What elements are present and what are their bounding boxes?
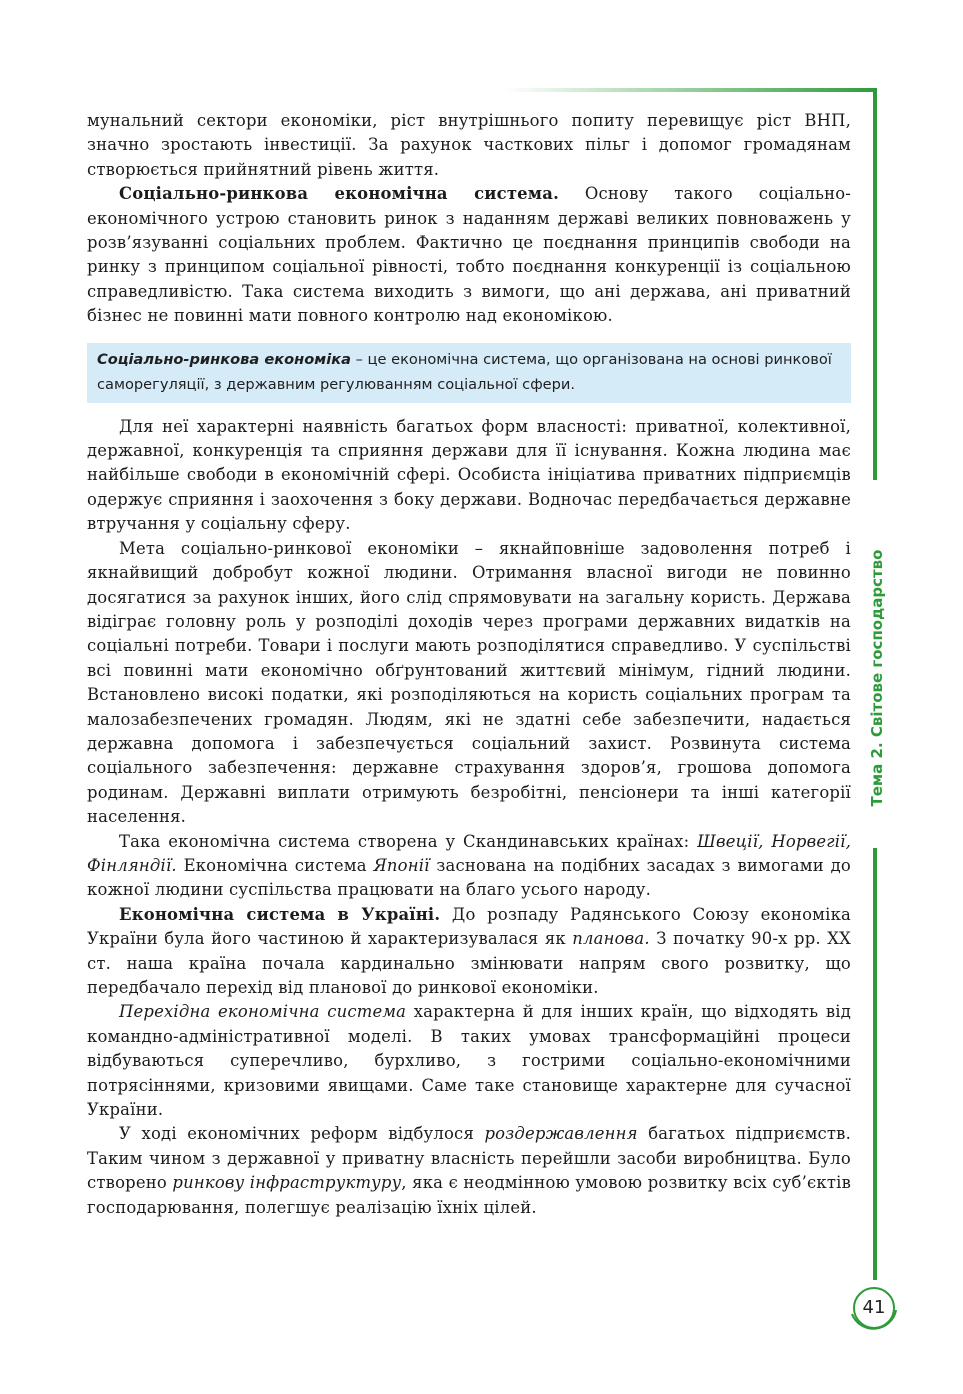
paragraph-3: [87, 415, 851, 537]
paragraph-reforms: [87, 1122, 851, 1220]
paragraph-4: [87, 537, 851, 830]
paragraph-text: багатьох підприємств. Таким чином з державної у приватну власність перейшли засоби виробництва. Було створено: [87, 1124, 852, 1193]
page-body: [87, 109, 851, 1220]
paragraph-text: заснована на подібних засадах з вимогами до кожної людини суспільства працювати на благо усього народу.: [87, 855, 851, 900]
italic-countries: Швеції, Норвегії, Фінляндії.: [87, 831, 852, 875]
paragraph-text: Економічна система: [176, 855, 374, 875]
paragraph-text: Така економічна система створена у Скандинавських країнах:: [119, 831, 698, 851]
definition-text: – це економічна система, що організована на основі ринкової саморегуляції, з державним регулюванням соціальної сфери.: [97, 350, 832, 393]
italic-term: роздержавлення: [484, 1124, 638, 1144]
paragraph-transition: [87, 1000, 851, 1122]
paragraph-ukraine: [87, 903, 851, 1001]
paragraph-text: Для неї характерні наявність багатьох форм власності: приватної, колективної, державної, конкуренція та сприяння держави для її існування. Кожна людина має найбільше свободи в економічній сфері. Особиста ініціатива приватних підприємців одержує сприяння і заохочення з боку держави. Водночас передбачається державне втручання у соціальну сферу.: [87, 416, 851, 534]
side-accent-rule-bottom: [873, 848, 877, 1280]
page-number-badge: [846, 1280, 902, 1336]
definition-box: [87, 343, 851, 403]
paragraph-5: [87, 830, 851, 903]
paragraph-text: У ході економічних реформ відбулося: [119, 1124, 485, 1144]
definition-term: Соціально-ринкова економіка: [97, 350, 351, 368]
paragraph-social-market: [87, 182, 851, 328]
chapter-side-label: Тема 2. Світове господарство: [868, 549, 886, 807]
paragraph-1: [87, 109, 851, 182]
side-accent-rule-top: [873, 88, 877, 480]
page-number: 41: [862, 1297, 886, 1318]
paragraph-text: До розпаду Радянського Союзу економіка України була його частиною й характеризувалася як: [87, 904, 851, 949]
paragraph-text: З початку 90-х рр. XX ст. наша країна почала кардинально змінювати напрям свого розвитку, що передбачало перехід від планової до ринкової економіки.: [87, 929, 851, 997]
paragraph-text: Мета соціально-ринкової економіки – якнайповніше задоволення потреб і якнайвищий добробут кожної людини. Отримання власної вигоди не повинно досягатися за рахунок інших, його слід спрямовувати на загальну користь. Держава відіграє головну роль у розподілі доходів через програми державних видатків на соціальні потреби. Товари і послуги мають розподілятися справедливо. У суспільстві всі повинні мати економічно обґрунтований життєвий мінімум, гідний людини. Встановлено високі податки, які розподіляються на користь соціальних програм та малозабезпечених громадян. Людям, які не здатні себе забезпечити, надається державна допомога і забезпечується соціальний захист. Розвинута система соціального забезпечення: державне страхування здоров’я, грошова допомога родинам. Державні виплати отримують безробітні, пенсіонери та інші категорії населення.: [87, 538, 851, 827]
section-heading: Економічна система в Україні.: [119, 904, 441, 924]
paragraph-text: Основу такого соціально-економічного устрою становить ринок з наданням державі великих повноважень у розв’язуванні соціальних проблем. Фактично це поєднання принципів свободи на ринку з принципом соціальної рівності, тобто поєднання конкуренції із соціальною справедливістю. Така система виходить з вимоги, що ані держава, ані приватний бізнес не повинні мати повного контролю над економікою.: [87, 184, 851, 326]
paragraph-text: , яка є неодмінною умовою розвитку всіх суб’єктів господарювання, полегшує реалізацію їхніх цілей.: [87, 1173, 851, 1217]
italic-term: Перехідна економічна система: [119, 1002, 407, 1022]
italic-term: ринкову інфраструктуру: [172, 1173, 402, 1193]
top-accent-rule: [505, 88, 877, 92]
paragraph-text: мунальний сектори економіки, ріст внутрішнього попиту перевищує ріст ВНП, значно зростають інвестиції. За рахунок часткових пільг і допомог громадянам створюється прийнятний рівень життя.: [87, 111, 851, 179]
paragraph-text: характерна й для інших країн, що відходять від командно-адміністративної моделі. В таких умовах трансформаційні процеси відбуваються суперечливо, бурхливо, з гострими соціально-економічними потрясіннями, кризовими явищами. Саме таке становище характерне для сучасної України.: [87, 1002, 851, 1120]
section-heading: Соціально-ринкова економічна система.: [119, 184, 559, 204]
italic-term: планова.: [572, 929, 650, 949]
italic-japan: Японії: [373, 855, 430, 875]
